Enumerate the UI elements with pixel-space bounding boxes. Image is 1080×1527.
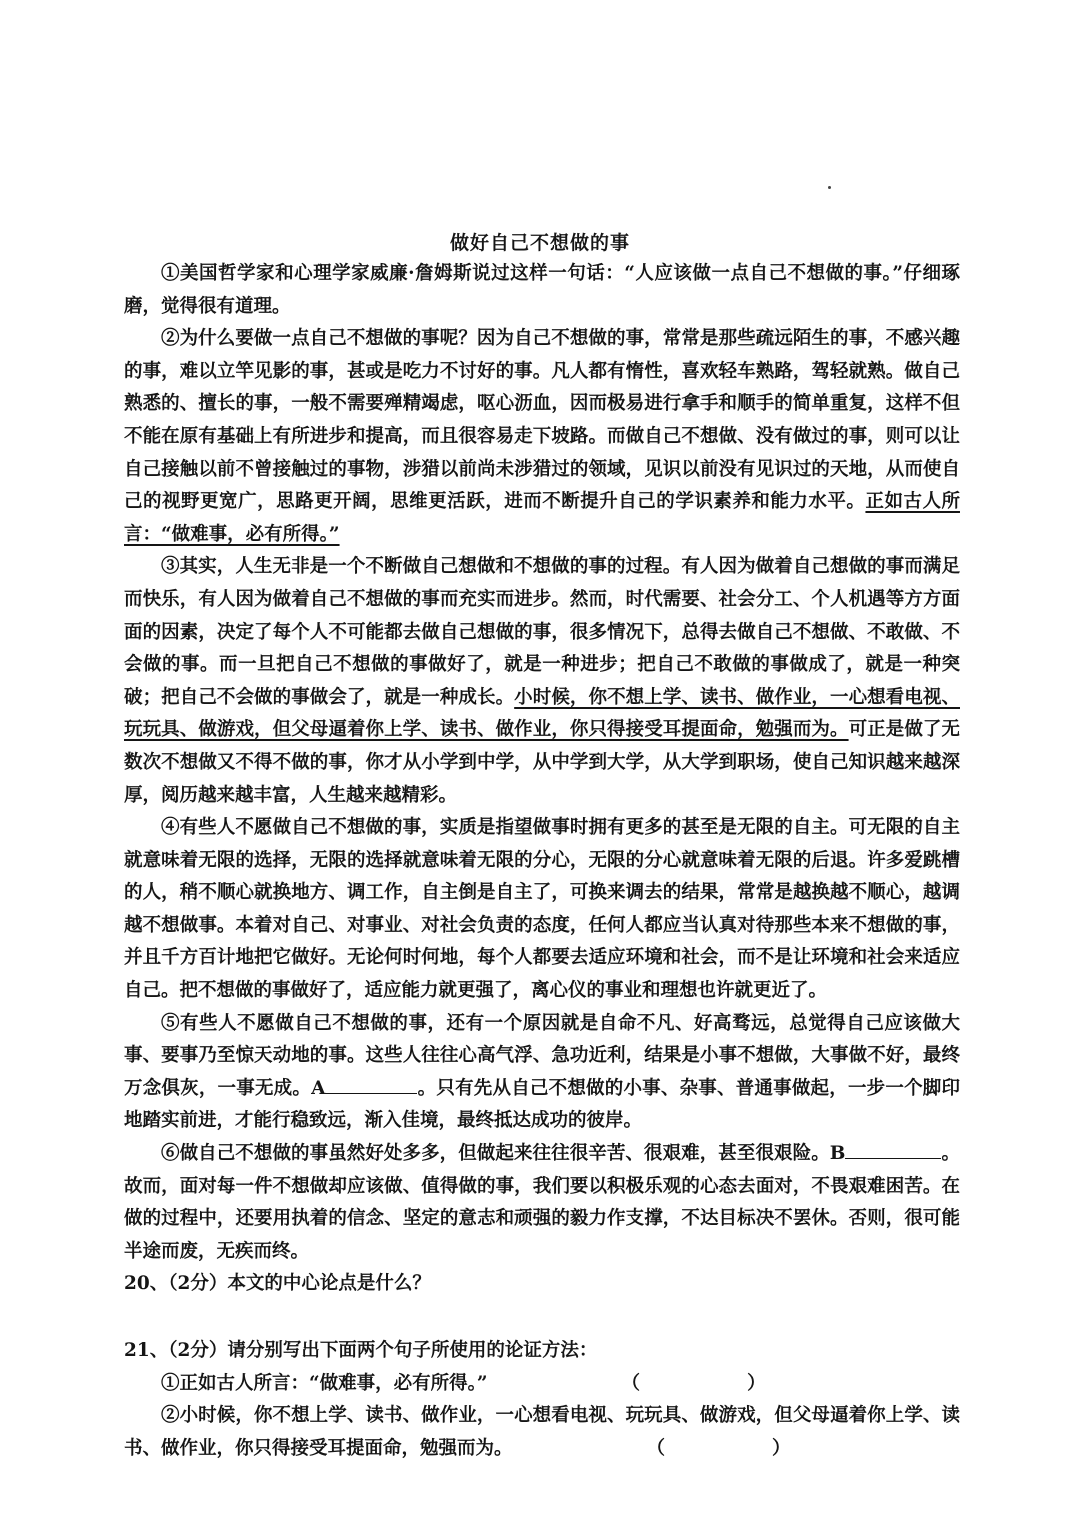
scan-speck <box>828 186 831 189</box>
paragraph-3 <box>124 551 960 812</box>
paragraph-5 <box>124 1008 960 1138</box>
paragraph-6-text-before: ⑥做自己不想做的事虽然好处多多，但做起来往往很辛苦、很艰难，甚至很艰险。B <box>161 1143 846 1165</box>
paragraph-6 <box>124 1138 960 1268</box>
question-21-item-1 <box>124 1368 960 1401</box>
blank-a-field[interactable] <box>325 1075 417 1094</box>
paragraph-2-underlined-quote: 正如古人所言：“做难事，必有所得。” <box>124 491 960 545</box>
paragraph-5-text-after: 。只有先从自己不想做的小事、杂事、普通事做起，一步一个脚印地踏实前进，才能行稳致远，渐入佳境，最终抵达成功的彼岸。 <box>124 1077 960 1132</box>
article-title: 做好自己不想做的事 <box>449 232 630 254</box>
paren-close: ） <box>772 1437 791 1459</box>
paragraph-2-text: ②为什么要做一点自己不想做的事呢？因为自己不想做的事，常常是那些疏远陌生的事，不感兴趣的事，难以立竿见影的事，甚或是吃力不讨好的事。凡人都有惰性，喜欢轻车熟路，驾轻就熟。做自己熟悉的、擅长的事，一般不需要殚精竭虑，呕心沥血，因而极易进行拿手和顺手的简单重复，这样不但不能在原有基础上有所进步和提高，而且很容易走下坡路。而做自己不想做、没有做过的事，则可以让自己接触以前不曾接触过的事物，涉猎以前尚未涉猎过的领域，见识以前没有见识过的天地，从而使自己的视野更宽广，思路更开阔，思维更活跃，进而不断提升自己的学识素养和能力水平。 <box>124 328 960 513</box>
paragraph-3-underlined-example: 小时候，你不想上学、读书、做作业，一心想看电视、玩玩具、做游戏，但父母逼着你上学、读书、做作业，你只得接受耳提面命，勉强而为。 <box>124 686 960 741</box>
paragraph-5-text-before: ⑤有些人不愿做自己不想做的事，还有一个原因就是自命不凡、好高骛远，总觉得自己应该做大事、要事乃至惊天动地的事。这些人往往心高气浮、急功近利，结果是小事不想做，大事做不好，最终万念俱灰，一事无成。A <box>124 1012 960 1099</box>
question-20: 20、（2分）本文的中心论点是什么？ <box>124 1273 431 1295</box>
paragraph-3-text: ③其实，人生无非是一个不断做自己想做和不想做的事的过程。有人因为做着自己想做的事而满足而快乐，有人因为做着自己不想做的事而充实而进步。然而，时代需要、社会分工、个人机遇等方方面面的因素，决定了每个人不可能都去做自己想做的事，很多情况下，总得去做自己不想做、不敢做、不会做的事。而一旦把自己不想做的事做好了，就是一种进步；把自己不敢做的事做成了，就是一种突破；把自己不会做的事做会了，就是一种成长。 <box>124 556 960 708</box>
question-21-item-1-text: ①正如古人所言：“做难事，必有所得。” <box>161 1372 488 1394</box>
article-body <box>124 258 960 1465</box>
paren-open: （ <box>621 1372 641 1394</box>
answer-box-2[interactable] <box>573 1433 791 1466</box>
question-21: 21、（2分）请分别写出下面两个句子所使用的论证方法： <box>124 1340 598 1361</box>
question-21-item-2-text: ②小时候，你不想上学、读书、做作业，一心想看电视、玩玩具、做游戏，但父母逼着你上学、读书、做作业，你只得接受耳提面命，勉强而为。 <box>124 1405 960 1459</box>
paren-close: ） <box>747 1372 766 1394</box>
blank-b-field[interactable] <box>845 1140 941 1159</box>
paragraph-6-text-after: 。故而，面对每一件不想做却应该做、值得做的事，我们要以积极乐观的心态去面对，不畏艰难困苦。在做的过程中，还要用执着的信念、坚定的意志和顽强的毅力作支撑，不达目标决不罢休。否则，很可能半途而废，无疾而终。 <box>124 1143 960 1262</box>
paragraph-1: ①美国哲学家和心理学家威廉·詹姆斯说过这样一句话：“人应该做一点自己不想做的事。”仔细琢磨，觉得很有道理。 <box>124 263 960 317</box>
paragraph-4: ④有些人不愿做自己不想做的事，实质是指望做事时拥有更多的甚至是无限的自主。可无限的自主就意味着无限的选择，无限的选择就意味着无限的分心，无限的分心就意味着无限的后退。许多爱跳槽的人，稍不顺心就换地方、调工作，自主倒是自主了，可换来调去的结果，常常是越换越不顺心，越调越不想做事。本着对自己、对事业、对社会负责的态度，任何人都应当认真对待那些本来不想做的事，并且千方百计地把它做好。无论何时何地，每个人都要去适应环境和社会，而不是让环境和社会来适应自己。把不想做的事做好了，适应能力就更强了，离心仪的事业和理想也许就更近了。 <box>124 817 960 1002</box>
answer-box-1[interactable] <box>548 1368 766 1401</box>
paragraph-2 <box>124 323 960 551</box>
paren-open: （ <box>646 1437 666 1459</box>
paragraph-3-tail: 可正是做了无数次不想做又不得不做的事，你才从小学到中学，从中学到大学，从大学到职场，使自己知识越来越深厚，阅历越来越丰富，人生越来越精彩。 <box>124 719 960 806</box>
question-21-item-2 <box>124 1400 960 1465</box>
